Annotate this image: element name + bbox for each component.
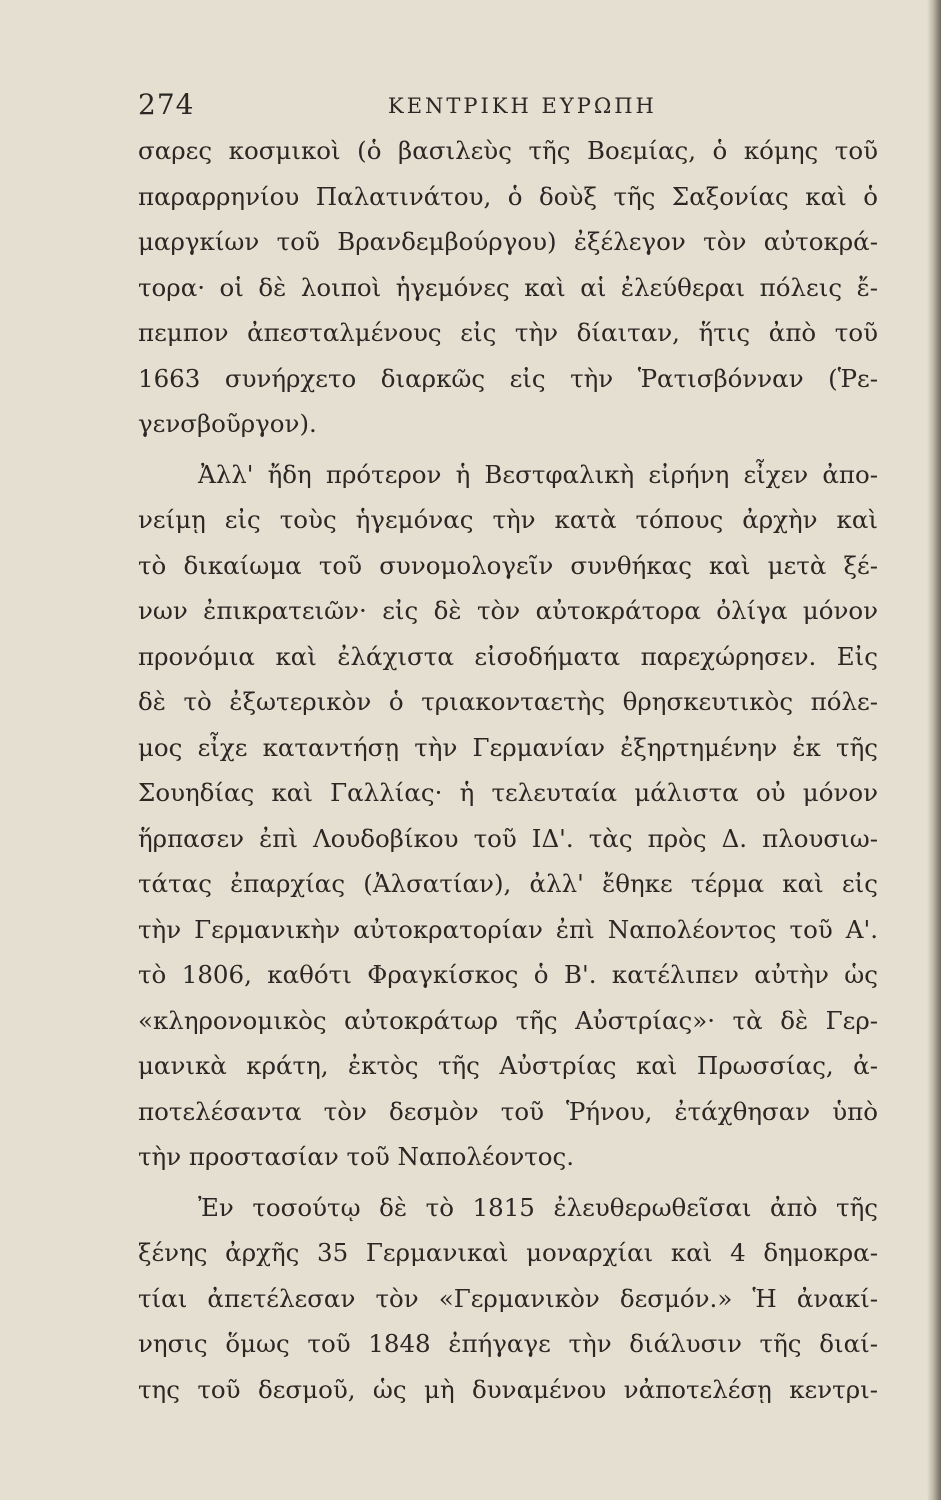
text-line: τὴν Γερμανικὴν αὐτοκρατορίαν ἐπὶ Ναπολέοντος τοῦ Α'. (138, 914, 878, 944)
text-line: «κληρονομικὸς αὐτοκράτωρ τῆς Αὐστρίας»· τὰ δὲ Γερ- (138, 1005, 878, 1035)
text-line: προνόμια καὶ ἐλάχιστα εἰσοδήματα παρεχώρησεν. Εἰς (138, 641, 878, 671)
text-line: νησις ὅμως τοῦ 1848 ἐπήγαγε τὴν διάλυσιν τῆς διαί- (138, 1329, 878, 1358)
text-line: σαρες κοσμικοὶ (ὁ βασιλεὺς τῆς Βοεμίας, ὁ κόμης τοῦ (138, 136, 878, 165)
text-line: τὸ 1806, καθότι Φραγκίσκος ὁ Β'. κατέλιπεν αὐτὴν ὡς (138, 960, 878, 989)
text-line: παραρρηνίου Παλατινάτου, ὁ δοὺξ τῆς Σαξονίας καὶ ὁ (138, 181, 878, 211)
text-line: γενσβοῦργον). (138, 409, 317, 438)
text-line: τὴν προστασίαν τοῦ Ναπολέοντος. (138, 1142, 575, 1171)
paragraph-start-line: Ἀλλ' ἤδη πρότερον ἡ Βεστφαλικὴ εἰρήνη εἶχεν ἀπο- (198, 459, 878, 489)
text-line: τὸ δικαίωμα τοῦ συνομολογεῖν συνθήκας καὶ μετὰ ξέ- (138, 550, 878, 580)
text-line: μανικὰ κράτη, ἐκτὸς τῆς Αὐστρίας καὶ Πρωσσίας, ἀ- (138, 1051, 878, 1080)
text-line: ἥρπασεν ἐπὶ Λουδοβίκου τοῦ ΙΔ'. τὰς πρὸς Δ. πλουσιω- (138, 823, 878, 853)
text-line: Σουηδίας καὶ Γαλλίας· ἡ τελευταία μάλιστα οὐ μόνον (138, 778, 878, 807)
text-line: μαργκίων τοῦ Βρανδεμβούργου) ἐξέλεγον τὸν αὐτοκρά- (138, 227, 878, 256)
text-line: ποτελέσαντα τὸν δεσμὸν τοῦ Ῥήνου, ἐτάχθησαν ὑπὸ (138, 1096, 878, 1126)
text-line: δὲ τὸ ἐξωτερικὸν ὁ τριακονταετὴς θρησκευτικὸς πόλε- (138, 687, 878, 716)
text-line: μος εἶχε καταντήσῃ τὴν Γερμανίαν ἐξηρτημένην ἐκ τῆς (138, 732, 878, 762)
text-line: τάτας ἐπαρχίας (Ἀλσατίαν), ἀλλ' ἔθηκε τέρμα καὶ εἰς (138, 869, 878, 898)
text-line: τορα· οἱ δὲ λοιποὶ ἡγεμόνες καὶ αἱ ἐλεύθεραι πόλεις ἔ- (138, 272, 878, 302)
text-line: 1663 συνήρχετο διαρκῶς εἰς τὴν Ῥατισβόνναν (Ῥε- (138, 363, 878, 393)
body-text (138, 128, 878, 1412)
text-line: νείμῃ εἰς τοὺς ἡγεμόνας τὴν κατὰ τόπους ἀρχὴν καὶ (138, 505, 878, 534)
text-line: νων ἐπικρατειῶν· εἰς δὲ τὸν αὐτοκράτορα ὀλίγα μόνον (138, 596, 878, 625)
text-line: ξένης ἀρχῆς 35 Γερμανικαὶ μοναρχίαι καὶ 4 δημοκρα- (138, 1238, 878, 1267)
page-number: 274 (138, 88, 195, 121)
text-line: της τοῦ δεσμοῦ, ὡς μὴ δυναμένου νἀποτελέσῃ κεντρι- (138, 1374, 878, 1404)
paragraph-start-line: Ἐν τοσούτῳ δὲ τὸ 1815 ἐλευθερωθεῖσαι ἀπὸ τῆς (198, 1192, 878, 1222)
text-line: τίαι ἀπετέλεσαν τὸν «Γερμανικὸν δεσμόν.» Ἡ ἀνακί- (138, 1283, 878, 1313)
page-header (138, 88, 880, 128)
page-edge-shadow (927, 0, 941, 1500)
text-line: πεμπον ἀπεσταλμένους εἰς τὴν δίαιταν, ἥτις ἀπὸ τοῦ (138, 318, 878, 347)
running-head: ΚΕΝΤΡΙΚΗ ΕΥΡΩΠΗ (388, 94, 657, 118)
